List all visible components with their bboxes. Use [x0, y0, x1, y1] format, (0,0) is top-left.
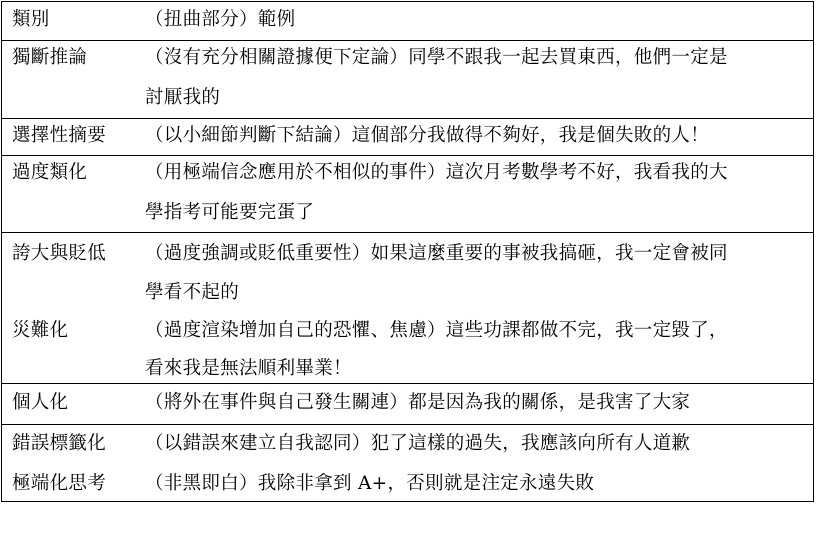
row-example-line2: 看來我是無法順利畢業！: [145, 358, 352, 379]
header-category: 類別: [12, 9, 50, 30]
table-row: [2, 232, 813, 384]
header-example: （扭曲部分）範例: [145, 9, 296, 30]
row-example-line1: （以錯誤來建立自我認同）犯了這樣的過失，我應該向所有人道歉: [145, 433, 691, 454]
row-category: 獨斷推論: [12, 47, 88, 68]
table-header-row: [2, 2, 813, 41]
row-example-line2: 討厭我的: [145, 87, 221, 108]
row-category: 選擇性摘要: [12, 125, 107, 146]
row-category: 誇大與貶低: [12, 243, 107, 264]
row-example-line1: （將外在事件與自己發生關連）都是因為我的關係，是我害了大家: [145, 392, 691, 413]
row-example-line2: 學指考可能要完蛋了: [145, 202, 315, 223]
table-row: [2, 383, 813, 425]
table-row: [2, 118, 813, 156]
row-example-line1: （非黑即白）我除非拿到 A+，否則就是注定永遠失敗: [145, 473, 595, 494]
row-example-line1: （用極端信念應用於不相似的事件）這次月考數學考不好，我看我的大: [145, 162, 728, 183]
row-example-line1: （沒有充分相關證據便下定論）同學不跟我一起去買東西，他們一定是: [145, 47, 728, 68]
row-example-line1: （過度渲染增加自己的恐懼、焦慮）這些功課都做不完，我一定毀了，: [145, 320, 728, 341]
row-category: 過度類化: [12, 162, 88, 183]
table-row: [2, 40, 813, 119]
row-category: 災難化: [12, 320, 69, 341]
cognitive-distortion-table: [1, 1, 814, 502]
row-example-line1: （過度強調或貶低重要性）如果這麼重要的事被我搞砸，我一定會被同: [145, 243, 728, 264]
row-example-line1: （以小細節判斷下結論）這個部分我做得不夠好，我是個失敗的人！: [145, 125, 710, 146]
table-row: [2, 424, 813, 501]
row-example-line2: 學看不起的: [145, 282, 240, 303]
row-category: 錯誤標籤化: [12, 433, 107, 454]
row-category: 極端化思考: [12, 473, 107, 494]
table-row: [2, 155, 813, 233]
row-category: 個人化: [12, 392, 69, 413]
